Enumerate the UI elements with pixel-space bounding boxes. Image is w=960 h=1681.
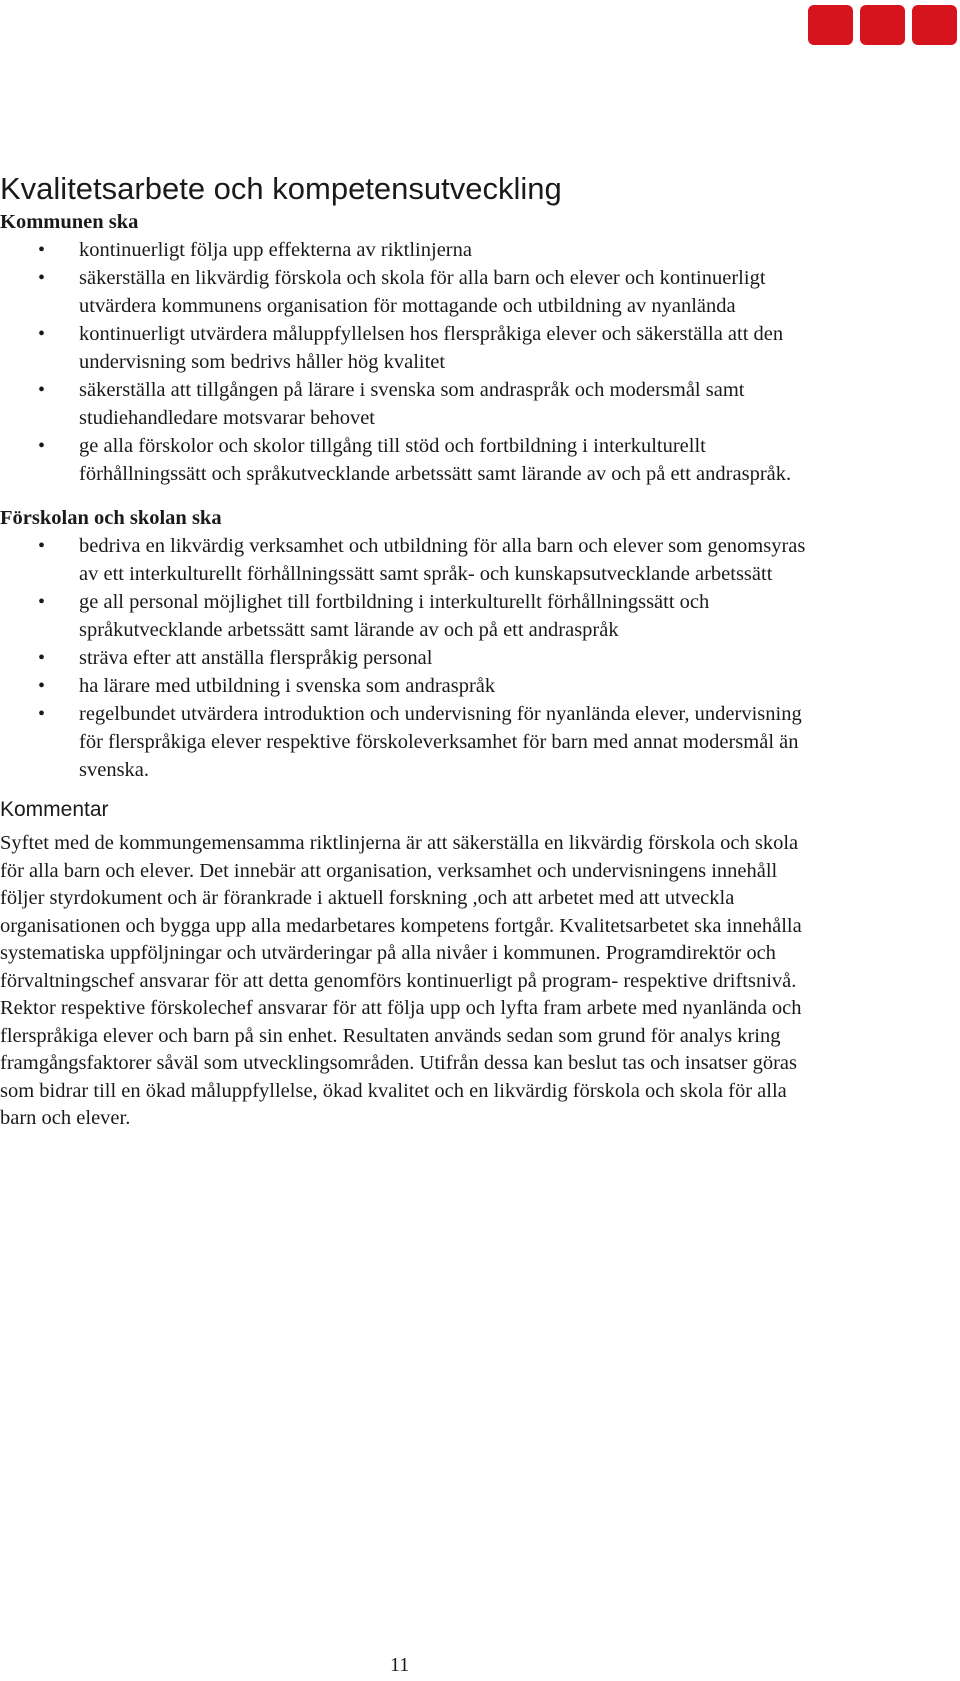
bullet-icon: • bbox=[38, 647, 46, 669]
list-item-text: sträva efter att anställa flerspråkig personal bbox=[79, 647, 433, 669]
list-item bbox=[0, 700, 815, 784]
bullet-icon: • bbox=[38, 267, 46, 289]
list-item bbox=[0, 432, 815, 488]
logo bbox=[808, 5, 957, 45]
list-item-text: regelbundet utvärdera introduktion och undervisning för nyanlända elever, undervisning för flerspråkiga elever respektive förskoleverksamhet för barn med annat modersmål än svenska. bbox=[79, 703, 802, 781]
list-item-text: säkerställa en likvärdig förskola och skola för alla barn och elever och kontinuerligt utvärdera kommunens organisation för mottagande och utbildning av nyanlända bbox=[79, 267, 766, 317]
document-page bbox=[0, 170, 920, 1133]
section-heading-kommunen: Kommunen ska bbox=[0, 211, 139, 233]
list-item-text: ge all personal möjlighet till fortbildning i interkulturellt förhållningssätt och språkutvecklande arbetssätt samt lärande av och på ett andraspråk bbox=[79, 591, 710, 641]
logo-block bbox=[860, 5, 905, 45]
logo-block bbox=[912, 5, 957, 45]
logo-block bbox=[808, 5, 853, 45]
bullet-icon: • bbox=[38, 703, 46, 725]
list-item bbox=[0, 376, 815, 432]
list-item bbox=[0, 532, 815, 588]
list-item bbox=[0, 588, 815, 644]
bullet-list-forskolan bbox=[0, 532, 920, 784]
bullet-icon: • bbox=[38, 675, 46, 697]
bullet-list-kommunen bbox=[0, 236, 920, 488]
bullet-icon: • bbox=[38, 591, 46, 613]
page-number: 11 bbox=[390, 1654, 410, 1676]
bullet-icon: • bbox=[38, 323, 46, 345]
list-item-text: säkerställa att tillgången på lärare i svenska som andraspråk och modersmål samt studiehandledare motsvarar behovet bbox=[79, 379, 745, 429]
bullet-icon: • bbox=[38, 535, 46, 557]
comment-heading: Kommentar bbox=[0, 798, 109, 821]
list-item-text: ha lärare med utbildning i svenska som andraspråk bbox=[79, 675, 496, 697]
bullet-icon: • bbox=[38, 239, 46, 261]
bullet-icon: • bbox=[38, 435, 46, 457]
comment-body: Syftet med de kommungemensamma riktlinjerna är att säkerställa en likvärdig förskola och skola för alla barn och elever. Det innebär att organisation, verksamhet och undervisningens innehåll följer styrdokument och är förankrade i aktuell forskning ,och att arbetet med att utveckla organisationen och bygga upp alla medarbetares kompetens fortgår. Kvalitetsarbetet ska innehålla systematiska uppföljningar och utvärderingar på alla nivåer i kommunen. Programdirektör och förvaltningschef ansvarar för att detta genomförs kontinuerligt på program- respektive driftsnivå. Rektor respektive förskolechef ansvarar för att följa upp och lyfta fram arbete med nyanlända och flerspråkiga elever och barn på sin enhet. Resultaten används sedan som grund för analys kring framgångsfaktorer såväl som utvecklingsområden. Utifrån dessa kan beslut tas och insatser göras som bidrar till en ökad måluppfyllelse, ökad kvalitet och en likvärdig förskola och skola för alla barn och elever. bbox=[0, 832, 802, 1129]
list-item bbox=[0, 264, 815, 320]
list-item bbox=[0, 320, 815, 376]
list-item bbox=[0, 644, 815, 672]
list-item-text: ge alla förskolor och skolor tillgång till stöd och fortbildning i interkulturellt förhållningssätt och språkutvecklande arbetssätt samt lärande av och på ett andraspråk. bbox=[79, 435, 792, 485]
document-title: Kvalitetsarbete och kompetensutveckling bbox=[0, 171, 562, 206]
list-item-text: kontinuerligt utvärdera måluppfyllelsen hos flerspråkiga elever och säkerställa att den undervisning som bedrivs håller hög kvalitet bbox=[79, 323, 784, 373]
list-item-text: bedriva en likvärdig verksamhet och utbildning för alla barn och elever som genomsyras av ett interkulturellt förhållningssätt samt språk- och kunskapsutvecklande arbetssätt bbox=[79, 535, 806, 585]
list-item-text: kontinuerligt följa upp effekterna av riktlinjerna bbox=[79, 239, 472, 261]
list-item bbox=[0, 672, 815, 700]
list-item bbox=[0, 236, 815, 264]
bullet-icon: • bbox=[38, 379, 46, 401]
section-heading-forskolan: Förskolan och skolan ska bbox=[0, 507, 222, 529]
